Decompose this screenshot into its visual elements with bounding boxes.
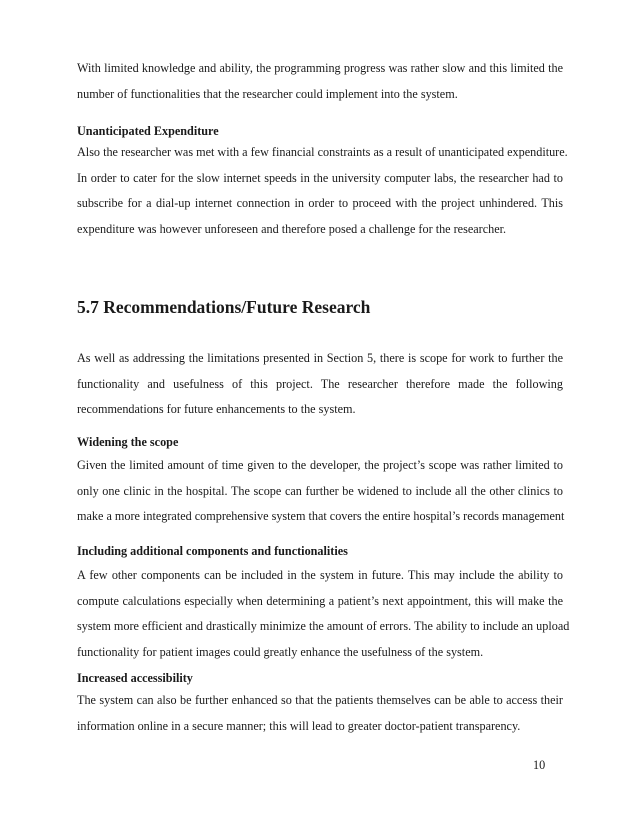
unanticipated-heading: Unanticipated Expenditure (77, 124, 219, 138)
accessibility-line: information online in a secure manner; this will lead to greater doctor-patient transparency. (77, 718, 521, 733)
unanticipated-line: expenditure was however unforeseen and therefore posed a challenge for the researcher. (77, 221, 507, 236)
unanticipated-line: In order to cater for the slow internet speeds in the university computer labs, the researcher had to (77, 170, 563, 185)
accessibility-line: The system can also be further enhanced so that the patients themselves can be able to access their (77, 693, 563, 707)
components-paragraph (77, 563, 570, 665)
unanticipated-paragraph (77, 140, 568, 242)
components-line: A few other components can be included in the system in future. This may include the ability to (77, 568, 563, 582)
accessibility-paragraph (77, 688, 563, 739)
recommendations-line: recommendations for future enhancements to the system. (77, 402, 356, 416)
components-line: system more efficient and drastically minimize the amount of errors. The ability to include an upload (77, 619, 570, 633)
unanticipated-line: subscribe for a dial-up internet connection in order to proceed with the project unhindered. This (77, 196, 563, 210)
components-line: functionality for patient images could greatly enhance the usefulness of the system. (77, 644, 484, 659)
intro-paragraph (77, 56, 563, 107)
components-line: compute calculations especially when determining a patient’s next appointment, this will make the (77, 593, 563, 608)
widening-line: only one clinic in the hospital. The scope can further be widened to include all the other clinics to (77, 483, 563, 498)
widening-heading: Widening the scope (77, 435, 179, 449)
recommendations-paragraph (77, 346, 563, 423)
widening-line: make a more integrated comprehensive system that covers the entire hospital’s records management (77, 509, 565, 523)
unanticipated-line: Also the researcher was met with a few financial constraints as a result of unanticipated expenditure. (77, 145, 568, 159)
accessibility-heading: Increased accessibility (77, 671, 193, 685)
components-heading: Including additional components and functionalities (77, 544, 348, 558)
widening-paragraph (77, 453, 563, 530)
recommendations-line: As well as addressing the limitations presented in Section 5, there is scope for work to further the (77, 351, 563, 365)
widening-line: Given the limited amount of time given to the developer, the project’s scope was rather limited to (77, 458, 563, 472)
section-title: 5.7 Recommendations/Future Research (77, 297, 371, 317)
intro-line: With limited knowledge and ability, the programming progress was rather slow and this limited the (77, 61, 563, 75)
recommendations-line: functionality and usefulness of this project. The researcher therefore made the following (77, 376, 563, 391)
intro-line: number of functionalities that the researcher could implement into the system. (77, 86, 458, 101)
page-number: 10 (533, 758, 546, 772)
